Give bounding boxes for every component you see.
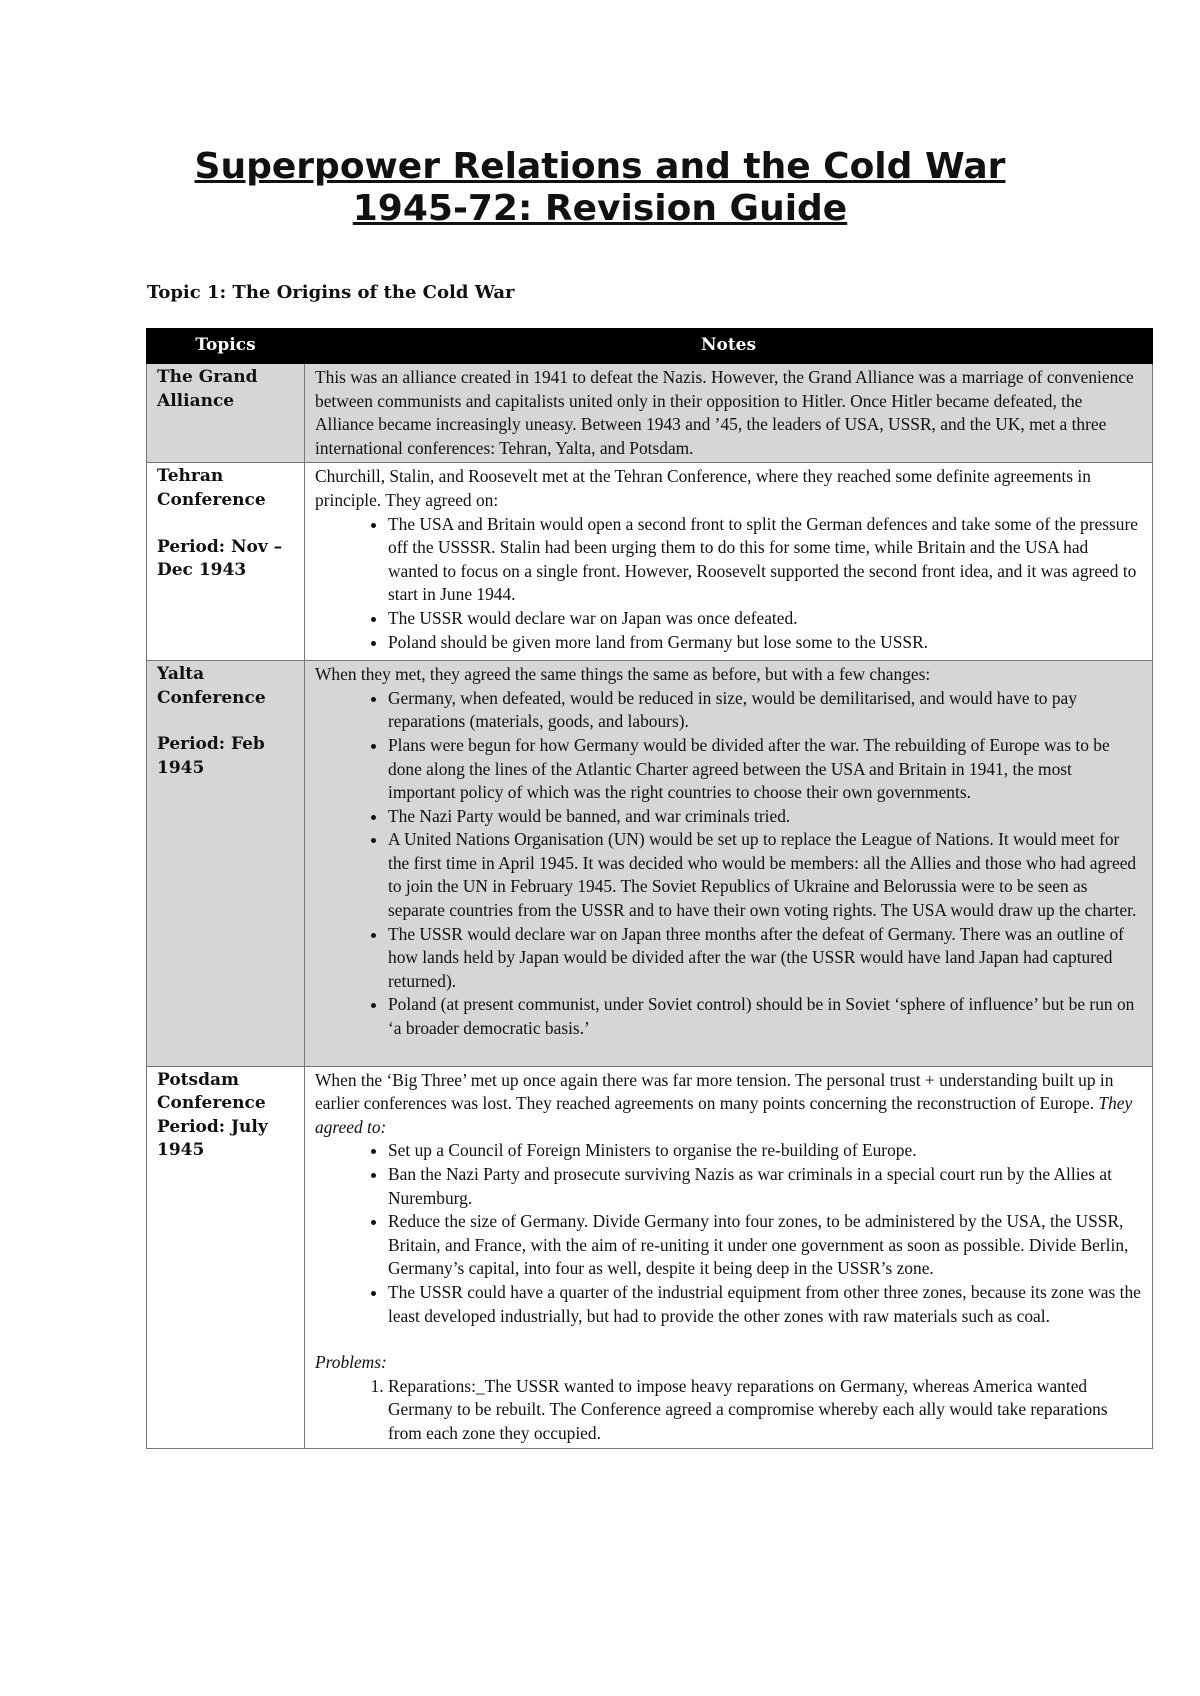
notes-bullet-list [315, 513, 1142, 655]
notes-intro: Churchill, Stalin, and Roosevelt met at the Tehran Conference, where they reached some definite agreements in principle. They agreed on: [315, 466, 1091, 510]
topic-label: Tehran Conference [157, 466, 266, 510]
topic-label: Yalta Conference [157, 664, 266, 708]
topic-period: Period: July 1945 [157, 1116, 268, 1161]
notes-bullet-list [315, 1139, 1142, 1328]
list-item: 1. Reparations:_The USSR wanted to impose heavy reparations on Germany, whereas America wanted Germany to be rebuilt. The Conference agreed a compromise whereby each ally would take reparations from each zone they occupied. [388, 1375, 1142, 1446]
list-item: • The Nazi Party would be banned, and war criminals tried. [388, 805, 1142, 829]
topic-cell [147, 661, 305, 1067]
list-item: • Poland (at present communist, under Soviet control) should be in Soviet ‘sphere of influence’ but be run on ‘a broader democratic basis.’ [388, 993, 1142, 1040]
notes-intro: This was an alliance created in 1941 to defeat the Nazis. However, the Grand Alliance was a marriage of convenience between communists and capitalists united only in their opposition to Hitler. Once Hitler became defeated, the Alliance became increasingly uneasy. Between 1943 and ’45, the leaders of USA, USSR, and the UK, met a three international conferences: Tehran, Yalta, and Potsdam. [315, 367, 1134, 458]
notes-cell [305, 661, 1153, 1067]
notes-intro-italic: They agreed to: [315, 1093, 1133, 1137]
list-item: • The USSR would declare war on Japan was once defeated. [388, 607, 1142, 631]
topic-period: Period: Nov – Dec 1943 [157, 536, 283, 581]
list-item: • A United Nations Organisation (UN) would be set up to replace the League of Nations. It would meet for the first time in April 1945. It was decided who would be members: all the Allies and those who had agreed to join the UN in February 1945. The Soviet Republics of Ukraine and Belorussia were to be seen as separate countries from the USSR and to have their own voting rights. The USA would draw up the charter. [388, 828, 1142, 922]
list-item: • The USSR could have a quarter of the industrial equipment from other three zones, because its zone was the least developed industrially, but had to provide the other zones with raw materials such as coal. [388, 1281, 1142, 1328]
document-title [140, 146, 1060, 230]
topic-heading: Topic 1: The Origins of the Cold War [147, 282, 515, 303]
title-line-1: Superpower Relations and the Cold War [194, 146, 1006, 187]
problems-label: Problems: [315, 1352, 387, 1373]
notes-intro: When they met, they agreed the same things the same as before, but with a few changes: [315, 664, 931, 685]
problems-list [315, 1375, 1142, 1446]
notes-cell [305, 463, 1153, 661]
notes-cell [305, 1066, 1153, 1448]
header-topics: Topics [147, 329, 305, 364]
notes-intro [315, 1069, 1142, 1140]
table-row-yalta [147, 661, 1153, 1067]
topic-cell [147, 1066, 305, 1448]
table-row-tehran [147, 463, 1153, 661]
list-item: • Reduce the size of Germany. Divide Germany into four zones, to be administered by the USA, the USSR, Britain, and France, with the aim of re-uniting it under one government as soon as possible. Divide Berlin, Germany’s capital, into four as well, despite it being deep in the USSR’s zone. [388, 1210, 1142, 1281]
notes-intro-text: When the ‘Big Three’ met up once again there was far more tension. The personal trust + understanding built up in earlier conferences was lost. They reached agreements on many points concerning the reconstruction of Europe. [315, 1069, 1114, 1114]
topic-cell [147, 463, 305, 661]
table-header-row [147, 329, 1153, 364]
list-item: • Ban the Nazi Party and prosecute surviving Nazis as war criminals in a special court run by the Allies at Nuremburg. [388, 1163, 1142, 1210]
notes-bullet-list [315, 687, 1142, 1041]
title-line-2: 1945-72: Revision Guide [352, 188, 848, 229]
list-item: • The USSR would declare war on Japan three months after the defeat of Germany. There was an outline of how lands held by Japan would be divided after the war (the USSR would have land Japan had captured returned). [388, 923, 1142, 994]
table-row-grand-alliance [147, 364, 1153, 463]
topic-label: Potsdam Conference [157, 1069, 266, 1114]
notes-cell [305, 364, 1153, 463]
list-item: • Set up a Council of Foreign Ministers to organise the re-building of Europe. [388, 1139, 1142, 1163]
topic-period: Period: Feb 1945 [157, 734, 265, 778]
header-notes: Notes [305, 329, 1153, 364]
list-item: • Germany, when defeated, would be reduced in size, would be demilitarised, and would have to pay reparations (materials, goods, and labours). [388, 687, 1142, 734]
topic-label: The Grand Alliance [157, 367, 258, 411]
list-item: • Plans were begun for how Germany would be divided after the war. The rebuilding of Europe was to be done along the lines of the Atlantic Charter agreed between the USA and Britain in 1941, the most important policy of which was the right countries to choose their own governments. [388, 734, 1142, 805]
list-item: • The USA and Britain would open a second front to split the German defences and take some of the pressure off the USSSR. Stalin had been urging them to do this for some time, while Britain and the USA had wanted to focus on a single front. However, Roosevelt supported the second front idea, and it was agreed to start in June 1944. [388, 513, 1142, 607]
table-row-potsdam [147, 1066, 1153, 1448]
revision-table [146, 328, 1153, 1449]
topic-cell [147, 364, 305, 463]
list-item: • Poland should be given more land from Germany but lose some to the USSR. [388, 631, 1142, 655]
